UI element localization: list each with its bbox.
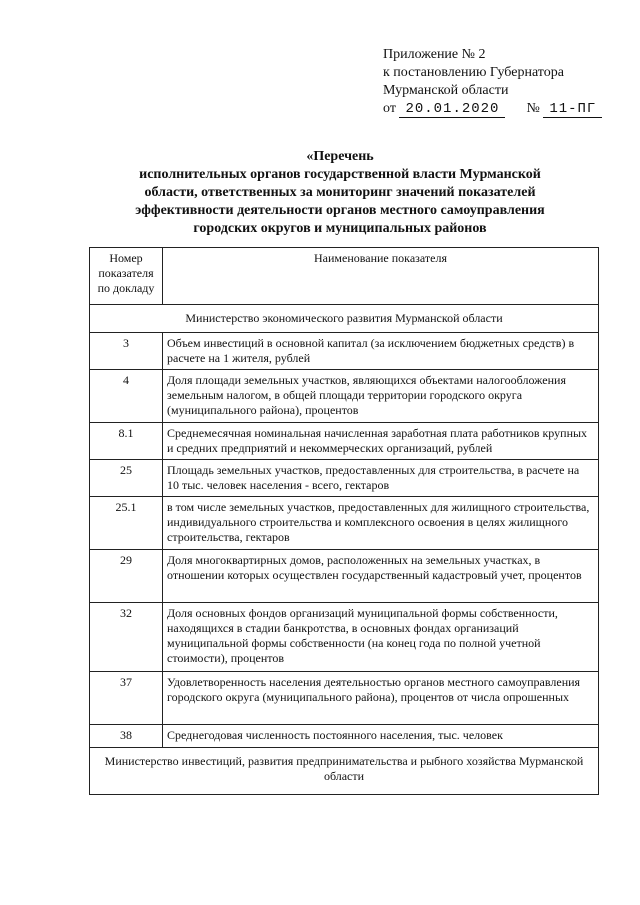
section-title: Министерство экономического развития Мурманской области xyxy=(90,305,599,333)
title-line-5: городских округов и муниципальных районов xyxy=(193,221,487,236)
title-line-4: эффективности деятельности органов местного самоуправления xyxy=(135,203,545,218)
decree-number: 11-ПГ xyxy=(543,101,602,118)
table-row xyxy=(90,725,599,748)
row-number: 25 xyxy=(90,460,163,497)
number-prefix: № xyxy=(526,101,540,116)
appendix-reference: к постановлению Губернатора xyxy=(383,65,564,80)
table-row xyxy=(90,497,599,550)
header-name: Наименование показателя xyxy=(163,248,599,305)
table-row xyxy=(90,603,599,672)
row-name: в том числе земельных участков, предоставленных для жилищного строительства, индивидуального строительства и комплексного освоения в целях жилищного строительства, гектаров xyxy=(163,497,599,550)
appendix-number: Приложение № 2 xyxy=(383,47,486,62)
table-row xyxy=(90,550,599,603)
section-title: Министерство инвестиций, развития предпринимательства и рыбного хозяйства Мурманской области xyxy=(90,748,599,795)
row-number: 29 xyxy=(90,550,163,603)
row-name: Доля многоквартирных домов, расположенных на земельных участках, в отношении которых осуществлен государственный кадастровый учет, процентов xyxy=(163,550,599,603)
date-prefix: от xyxy=(383,101,396,116)
row-number: 25.1 xyxy=(90,497,163,550)
appendix-region: Мурманской области xyxy=(383,83,509,98)
header-number: Номер показателя по докладу xyxy=(90,248,163,305)
row-number: 37 xyxy=(90,672,163,725)
appendix-date-line xyxy=(383,100,633,118)
table-row xyxy=(90,672,599,725)
row-name: Доля площади земельных участков, являющихся объектами налогообложения земельным налогом, в общей площади территории городского округа (муниципального района), процентов xyxy=(163,370,599,423)
row-name: Удовлетворенность населения деятельностью органов местного самоуправления городского округа (муниципального района), процентов от числа опрошенных xyxy=(163,672,599,725)
row-number: 38 xyxy=(90,725,163,748)
table-row xyxy=(90,460,599,497)
title-line-3: области, ответственных за мониторинг значений показателей xyxy=(144,185,536,200)
title-line-2: исполнительных органов государственной власти Мурманской xyxy=(139,167,541,182)
section-row xyxy=(90,748,599,795)
table-row xyxy=(90,333,599,370)
row-name: Среднемесячная номинальная начисленная заработная плата работников крупных и средних предприятий и некоммерческих организаций, рублей xyxy=(163,423,599,460)
table-row xyxy=(90,370,599,423)
row-name: Объем инвестиций в основной капитал (за исключением бюджетных средств) в расчете на 1 жителя, рублей xyxy=(163,333,599,370)
row-name: Среднегодовая численность постоянного населения, тыс. человек xyxy=(163,725,599,748)
document-title xyxy=(100,148,580,238)
indicators-table xyxy=(89,247,599,795)
decree-date: 20.01.2020 xyxy=(399,101,505,118)
row-number: 4 xyxy=(90,370,163,423)
row-number: 32 xyxy=(90,603,163,672)
table-header-row xyxy=(90,248,599,305)
section-row xyxy=(90,305,599,333)
row-number: 3 xyxy=(90,333,163,370)
title-line-1: «Перечень xyxy=(306,149,374,164)
row-name: Доля основных фондов организаций муниципальной формы собственности, находящихся в стадии банкротства, в основных фондах организаций муниципальной формы собственности (на конец года по полной учетной стоимости), процентов xyxy=(163,603,599,672)
table-row xyxy=(90,423,599,460)
appendix-header xyxy=(383,46,633,118)
row-name: Площадь земельных участков, предоставленных для строительства, в расчете на 10 тыс. человек населения - всего, гектаров xyxy=(163,460,599,497)
row-number: 8.1 xyxy=(90,423,163,460)
